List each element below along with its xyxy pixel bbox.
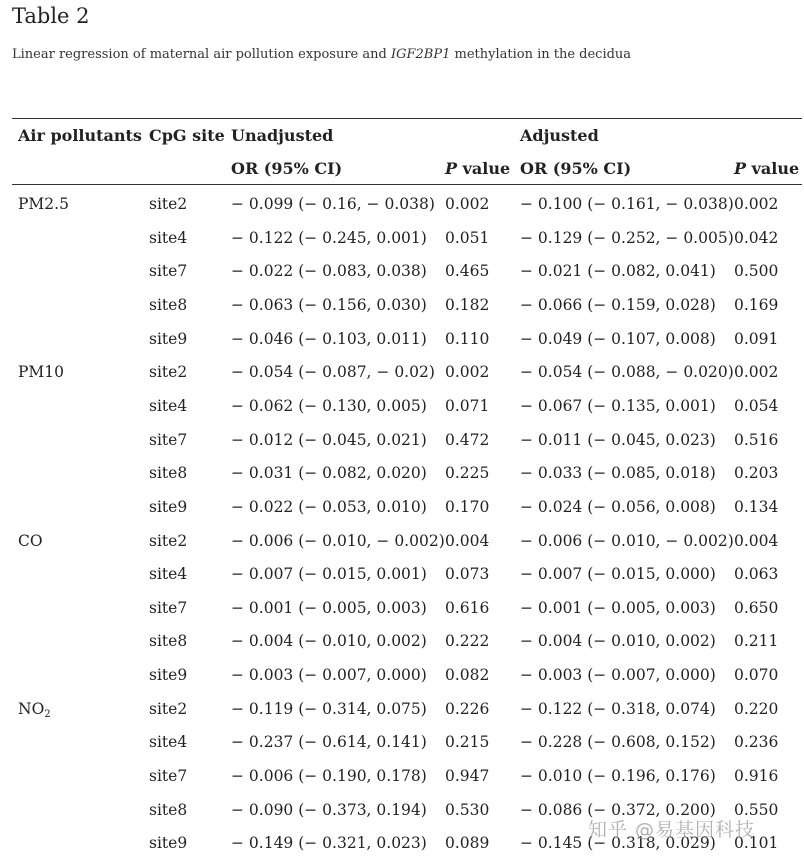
adjusted-or-cell: − 0.001 (− 0.005, 0.003) [520,599,716,617]
unadjusted-or-cell: − 0.022 (− 0.083, 0.038) [231,262,427,280]
adjusted-p-cell: 0.516 [734,431,779,449]
pollutant-label [18,362,64,382]
unadjusted-p-cell: 0.225 [445,464,490,482]
adjusted-p-cell: 0.169 [734,296,779,314]
unadjusted-p-cell: 0.170 [445,498,490,516]
unadjusted-or-cell: − 0.022 (− 0.053, 0.010) [231,498,427,516]
unadjusted-p-cell: 0.472 [445,431,490,449]
header-air-pollutants: Air pollutants [18,126,142,145]
cpg-site-cell: site2 [149,363,188,381]
pollutant-name: PM10 [18,363,65,381]
cpg-site-cell: site2 [149,532,188,550]
adjusted-or-cell: − 0.024 (− 0.056, 0.008) [520,498,716,516]
adjusted-p-cell: 0.211 [734,632,779,650]
header-unadjusted-or-ci: OR (95% CI) [231,159,343,178]
unadjusted-or-cell: − 0.001 (− 0.005, 0.003) [231,599,427,617]
unadjusted-or-cell: − 0.012 (− 0.045, 0.021) [231,431,427,449]
adjusted-p-cell: 0.054 [734,397,779,415]
unadjusted-or-cell: − 0.006 (− 0.010, − 0.002) [231,532,445,550]
watermark-text: 知乎 @易基因科技 [588,819,756,841]
table-top-rule [12,118,802,119]
adjusted-p-cell: 0.650 [734,599,779,617]
header-cpg-site: CpG site [149,126,225,145]
adjusted-or-cell: − 0.086 (− 0.372, 0.200) [520,801,716,819]
unadjusted-p-cell: 0.082 [445,666,490,684]
unadjusted-p-cell: 0.616 [445,599,490,617]
cpg-site-cell: site7 [149,431,188,449]
unadjusted-p-cell: 0.089 [445,834,490,852]
adjusted-or-cell: − 0.010 (− 0.196, 0.176) [520,767,716,785]
table-header-rule [12,184,802,185]
unadjusted-p-cell: 0.226 [445,700,490,718]
header-p-suffix: value [457,159,511,178]
pollutant-name: NO [18,700,45,718]
header-adjusted: Adjusted [520,126,599,145]
adjusted-p-cell: 0.916 [734,767,779,785]
cpg-site-cell: site2 [149,195,188,213]
header-adjusted-p-value [734,159,799,179]
unadjusted-or-cell: − 0.007 (− 0.015, 0.001) [231,565,427,583]
unadjusted-or-cell: − 0.003 (− 0.007, 0.000) [231,666,427,684]
adjusted-p-cell: 0.236 [734,733,779,751]
adjusted-or-cell: − 0.049 (− 0.107, 0.008) [520,330,716,348]
adjusted-p-cell: 0.101 [734,834,779,852]
cpg-site-cell: site4 [149,565,188,583]
watermark [588,815,755,842]
adjusted-p-cell: 0.203 [734,464,779,482]
cpg-site-cell: site4 [149,397,188,415]
pollutant-subscript: 2 [44,709,51,720]
unadjusted-or-cell: − 0.006 (− 0.190, 0.178) [231,767,427,785]
adjusted-p-cell: 0.500 [734,262,779,280]
cpg-site-cell: site7 [149,767,188,785]
adjusted-or-cell: − 0.006 (− 0.010, − 0.002) [520,532,734,550]
adjusted-or-cell: − 0.033 (− 0.085, 0.018) [520,464,716,482]
unadjusted-p-cell: 0.073 [445,565,490,583]
header-p-letter: P [445,159,458,178]
adjusted-or-cell: − 0.066 (− 0.159, 0.028) [520,296,716,314]
pollutant-label [18,699,51,719]
adjusted-or-cell: − 0.145 (− 0.318, 0.029) [520,834,716,852]
cpg-site-cell: site9 [149,666,188,684]
adjusted-or-cell: − 0.021 (− 0.082, 0.041) [520,262,716,280]
adjusted-or-cell: − 0.011 (− 0.045, 0.023) [520,431,716,449]
adjusted-or-cell: − 0.129 (− 0.252, − 0.005) [520,229,734,247]
unadjusted-p-cell: 0.002 [445,195,490,213]
adjusted-or-cell: − 0.054 (− 0.088, − 0.020) [520,363,734,381]
unadjusted-p-cell: 0.002 [445,363,490,381]
adjusted-p-cell: 0.042 [734,229,779,247]
caption-text-after: methylation in the decidua [450,47,632,62]
cpg-site-cell: site7 [149,599,188,617]
pollutant-label [18,531,43,551]
unadjusted-p-cell: 0.004 [445,532,490,550]
unadjusted-or-cell: − 0.090 (− 0.373, 0.194) [231,801,427,819]
header-unadjusted: Unadjusted [231,126,334,145]
cpg-site-cell: site8 [149,464,188,482]
pollutant-label [18,194,69,214]
unadjusted-or-cell: − 0.099 (− 0.16, − 0.038) [231,195,435,213]
cpg-site-cell: site7 [149,262,188,280]
adjusted-p-cell: 0.220 [734,700,779,718]
adjusted-p-cell: 0.004 [734,532,779,550]
adjusted-or-cell: − 0.003 (− 0.007, 0.000) [520,666,716,684]
table-caption [12,47,631,62]
unadjusted-or-cell: − 0.004 (− 0.010, 0.002) [231,632,427,650]
unadjusted-p-cell: 0.222 [445,632,490,650]
cpg-site-cell: site9 [149,834,188,852]
unadjusted-p-cell: 0.530 [445,801,490,819]
adjusted-or-cell: − 0.122 (− 0.318, 0.074) [520,700,716,718]
unadjusted-p-cell: 0.110 [445,330,490,348]
adjusted-p-cell: 0.091 [734,330,779,348]
adjusted-or-cell: − 0.100 (− 0.161, − 0.038) [520,195,734,213]
cpg-site-cell: site8 [149,632,188,650]
adjusted-p-cell: 0.550 [734,801,779,819]
cpg-site-cell: site4 [149,733,188,751]
unadjusted-p-cell: 0.947 [445,767,490,785]
cpg-site-cell: site2 [149,700,188,718]
unadjusted-p-cell: 0.465 [445,262,490,280]
unadjusted-p-cell: 0.071 [445,397,490,415]
header-unadjusted-p-value [445,159,510,179]
cpg-site-cell: site8 [149,801,188,819]
unadjusted-or-cell: − 0.122 (− 0.245, 0.001) [231,229,427,247]
adjusted-or-cell: − 0.228 (− 0.608, 0.152) [520,733,716,751]
adjusted-or-cell: − 0.067 (− 0.135, 0.001) [520,397,716,415]
unadjusted-or-cell: − 0.237 (− 0.614, 0.141) [231,733,427,751]
caption-text-before: Linear regression of maternal air pollution exposure and [12,47,391,62]
unadjusted-or-cell: − 0.149 (− 0.321, 0.023) [231,834,427,852]
table-title: Table 2 [12,4,90,28]
unadjusted-p-cell: 0.182 [445,296,490,314]
cpg-site-cell: site4 [149,229,188,247]
pollutant-name: CO [18,532,43,550]
cpg-site-cell: site8 [149,296,188,314]
adjusted-p-cell: 0.070 [734,666,779,684]
unadjusted-or-cell: − 0.054 (− 0.087, − 0.02) [231,363,435,381]
pollutant-name: PM2.5 [18,195,69,213]
adjusted-or-cell: − 0.004 (− 0.010, 0.002) [520,632,716,650]
adjusted-p-cell: 0.063 [734,565,779,583]
unadjusted-or-cell: − 0.119 (− 0.314, 0.075) [231,700,427,718]
header-p-letter: P [734,159,747,178]
header-p-suffix: value [746,159,800,178]
adjusted-or-cell: − 0.007 (− 0.015, 0.000) [520,565,716,583]
unadjusted-or-cell: − 0.063 (− 0.156, 0.030) [231,296,427,314]
adjusted-p-cell: 0.134 [734,498,779,516]
caption-gene-name: IGF2BP1 [390,47,451,62]
unadjusted-or-cell: − 0.031 (− 0.082, 0.020) [231,464,427,482]
unadjusted-p-cell: 0.215 [445,733,490,751]
header-adjusted-or-ci: OR (95% CI) [520,159,632,178]
unadjusted-p-cell: 0.051 [445,229,490,247]
adjusted-p-cell: 0.002 [734,363,779,381]
unadjusted-or-cell: − 0.062 (− 0.130, 0.005) [231,397,427,415]
adjusted-p-cell: 0.002 [734,195,779,213]
cpg-site-cell: site9 [149,498,188,516]
unadjusted-or-cell: − 0.046 (− 0.103, 0.011) [231,330,427,348]
cpg-site-cell: site9 [149,330,188,348]
